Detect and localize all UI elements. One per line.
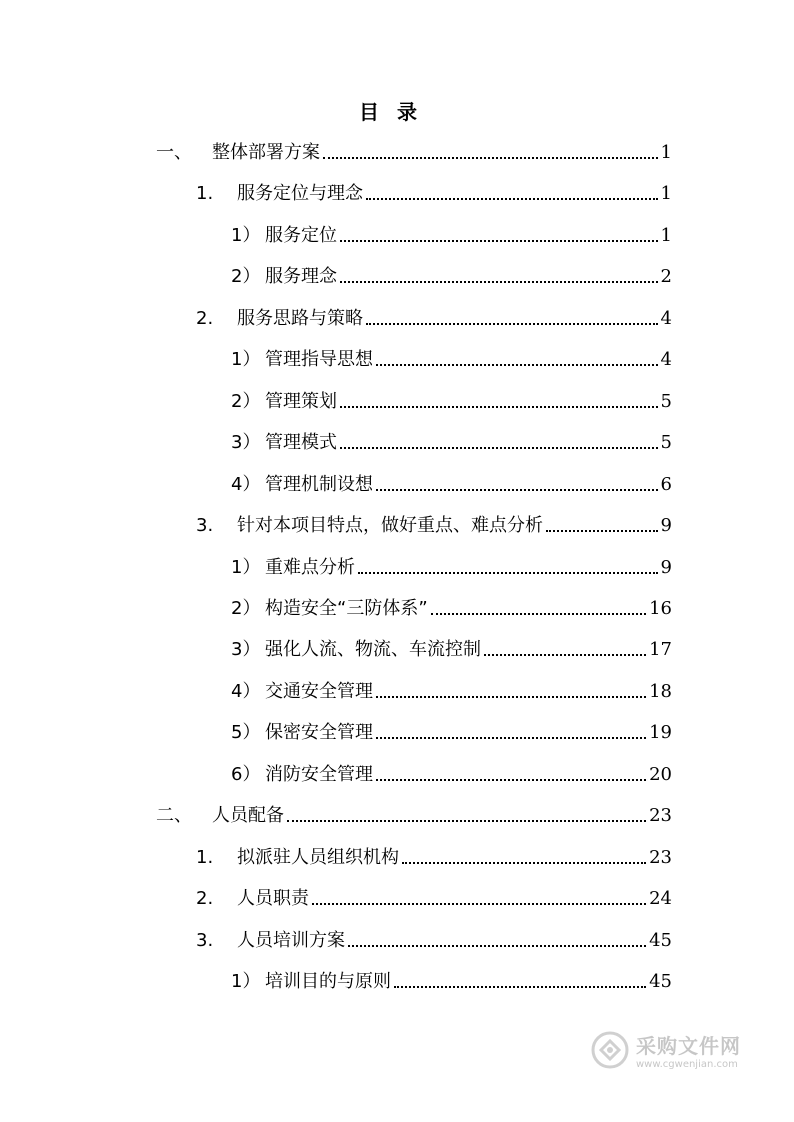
toc-entry-number: 2）: [231, 266, 261, 287]
toc-entry-page: 18: [649, 681, 672, 702]
toc-entry-page: 5: [660, 391, 672, 412]
toc-entry-page: 4: [660, 349, 672, 370]
toc-entry-page: 1: [660, 142, 672, 163]
toc-entry-number: 6）: [231, 764, 261, 785]
toc-entry[interactable]: [231, 762, 672, 788]
toc-entry-number: 3）: [231, 639, 261, 660]
toc-entry-page: 6: [660, 474, 672, 495]
toc-entry[interactable]: [231, 347, 672, 373]
toc-entry[interactable]: [231, 389, 672, 415]
toc-entry-number: 2）: [231, 391, 261, 412]
toc-entry-number: 1）: [231, 557, 261, 578]
watermark-text: 采购文件网: [636, 1034, 741, 1058]
toc-entry[interactable]: [231, 264, 672, 290]
toc-entry-number: 3）: [231, 432, 261, 453]
toc-entry[interactable]: [196, 886, 672, 912]
toc-entry[interactable]: [231, 637, 672, 663]
toc-entry-page: 24: [649, 888, 672, 909]
toc-leader-dots: [323, 156, 658, 159]
toc-entry-page: 16: [649, 598, 672, 619]
toc-leader-dots: [366, 197, 658, 200]
toc-entry-page: 23: [649, 805, 672, 826]
toc-leader-dots: [402, 861, 646, 864]
toc-entry[interactable]: [231, 679, 672, 705]
toc-entry-text: 服务定位: [265, 225, 337, 246]
toc-entry-number: 3.: [196, 515, 214, 536]
toc-entry-number: 一、: [156, 142, 192, 163]
toc-entry-text: 保密安全管理: [265, 722, 373, 743]
toc-entry-text: 管理模式: [265, 432, 337, 453]
toc-entry-page: 45: [649, 971, 672, 992]
toc-entry-number: 1）: [231, 971, 261, 992]
toc-entry-page: 2: [660, 266, 672, 287]
toc-entry-text: 重难点分析: [265, 557, 355, 578]
toc-entry-text: 消防安全管理: [265, 764, 373, 785]
toc-entry[interactable]: [156, 140, 672, 166]
toc-leader-dots: [376, 695, 646, 698]
toc-entry[interactable]: [231, 223, 672, 249]
toc-entry-page: 1: [660, 183, 672, 204]
toc-entry-page: 9: [660, 557, 672, 578]
toc-leader-dots: [340, 446, 658, 449]
toc-leader-dots: [348, 944, 646, 947]
watermark-logo-icon: [590, 1030, 630, 1070]
toc-entry-number: 4）: [231, 474, 261, 495]
toc-entry-text: 人员配备: [212, 805, 284, 826]
toc-entry[interactable]: [231, 555, 672, 581]
toc-entry-number: 2）: [231, 598, 261, 619]
toc-entry-text: 人员职责: [237, 888, 309, 909]
toc-entry-page: 9: [660, 515, 672, 536]
toc-entry-page: 45: [649, 930, 672, 951]
toc-leader-dots: [394, 985, 646, 988]
toc-entry-text: 拟派驻人员组织机构: [237, 847, 399, 868]
toc-entry-text: 管理策划: [265, 391, 337, 412]
toc-entry-text: 服务定位与理念: [237, 183, 363, 204]
toc-entry-page: 5: [660, 432, 672, 453]
toc-entry-number: 3.: [196, 930, 214, 951]
toc-leader-dots: [287, 819, 646, 822]
toc-entry-page: 17: [649, 639, 672, 660]
toc-leader-dots: [312, 902, 646, 905]
toc-entry-text: 强化人流、物流、车流控制: [265, 639, 481, 660]
toc-leader-dots: [376, 488, 658, 491]
toc-entry[interactable]: [196, 181, 672, 207]
toc-entry-number: 2.: [196, 308, 214, 329]
toc-leader-dots: [358, 571, 658, 574]
toc-entry-text: 交通安全管理: [265, 681, 373, 702]
toc-entry[interactable]: [231, 969, 672, 995]
toc-entry-text: 培训目的与原则: [265, 971, 391, 992]
toc-entry-number: 4）: [231, 681, 261, 702]
toc-entry[interactable]: [156, 803, 672, 829]
toc-entry-page: 1: [660, 225, 672, 246]
toc-leader-dots: [376, 736, 646, 739]
toc-entry-number: 1）: [231, 349, 261, 370]
toc-entry-number: 二、: [156, 805, 192, 826]
toc-entry-text: 管理机制设想: [265, 474, 373, 495]
toc-leader-dots: [340, 239, 658, 242]
toc-entry-text: 人员培训方案: [237, 930, 345, 951]
toc-leader-dots: [340, 405, 658, 408]
toc-title: 目录: [359, 100, 435, 124]
toc-entry-number: 5）: [231, 722, 261, 743]
toc-entry[interactable]: [231, 720, 672, 746]
toc-entry[interactable]: [231, 596, 672, 622]
toc-entry[interactable]: [196, 928, 672, 954]
toc-entry[interactable]: [196, 306, 672, 332]
watermark-url: www.cgwenjian.com: [636, 1059, 738, 1070]
toc-entry-text: 针对本项目特点，做好重点、难点分析: [237, 515, 543, 536]
toc-leader-dots: [376, 363, 658, 366]
toc-entry-page: 19: [649, 722, 672, 743]
toc-entry-page: 23: [649, 847, 672, 868]
toc-entry-text: 服务理念: [265, 266, 337, 287]
toc-entry[interactable]: [231, 430, 672, 456]
toc-entry-page: 4: [660, 308, 672, 329]
toc-entry[interactable]: [231, 472, 672, 498]
watermark: [590, 1025, 760, 1075]
toc-leader-dots: [340, 280, 658, 283]
toc-entry[interactable]: [196, 845, 672, 871]
toc-leader-dots: [546, 529, 658, 532]
toc-entry[interactable]: [196, 513, 672, 539]
toc-leader-dots: [431, 612, 646, 615]
toc-entry-text: 整体部署方案: [212, 142, 320, 163]
toc-entry-page: 20: [649, 764, 672, 785]
toc-entry-text: 构造安全“三防体系”: [265, 598, 428, 619]
toc-leader-dots: [484, 653, 646, 656]
toc-entry-number: 2.: [196, 888, 214, 909]
toc-leader-dots: [366, 322, 658, 325]
toc-entry-number: 1.: [196, 847, 214, 868]
toc-leader-dots: [376, 778, 646, 781]
toc-entry-number: 1）: [231, 225, 261, 246]
toc-entry-text: 管理指导思想: [265, 349, 373, 370]
toc-entry-text: 服务思路与策略: [237, 308, 363, 329]
toc-entry-number: 1.: [196, 183, 214, 204]
